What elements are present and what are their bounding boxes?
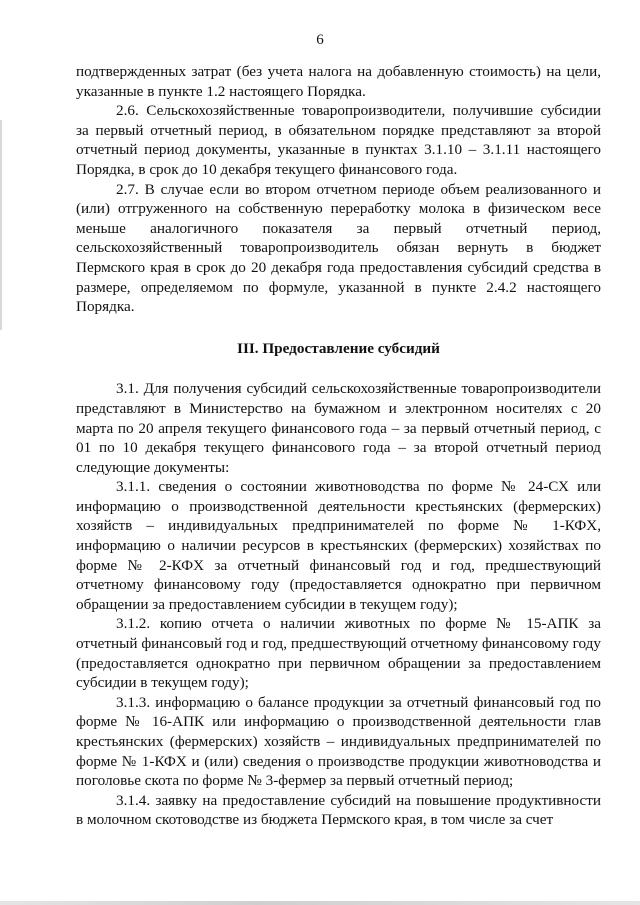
paragraph-3-1: 3.1. Для получения субсидий сельскохозяйственные товаропроизводители представляют в Министерство на бумажном и электронном носителях с 20 марта по 20 апреля текущего финансового года – за первый отчетный период, с 01 по 10 декабря текущего финансового года – за второй отчетный период следующие документы: <box>76 380 601 476</box>
paragraph-3-1-1: 3.1.1. сведения о состоянии животноводства по форме № 24-СХ или информацию о производственной деятельности крестьянских (фермерских) хозяйств – индивидуальных предпринимателей по форме № 1-КФХ, информацию о наличии ресурсов в крестьянских (фермерских) хозяйствах по форме № 2-КФХ за отчетный финансовый год и год, предшествующий отчетному финансовому году (предоставляется однократно при первичном обращении за предоставлением субсидии в текущем году); <box>76 478 601 613</box>
paragraph-2-6: 2.6. Сельскохозяйственные товаропроизводители, получившие субсидии за первый отчетный период, в обязательном порядке представляют за второй отчетный период документы, указанные в пунктах 3.1.10 – 3.1.11 настоящего Порядка, в срок до 10 декабря текущего финансового года. <box>76 102 601 178</box>
scan-edge-mark <box>0 120 2 330</box>
paragraph-3-1-2: 3.1.2. копию отчета о наличии животных по форме № 15-АПК за отчетный финансовый год и год, предшествующий отчетному финансовому году (предоставляется однократно при первичном обращении за предоставлением субсидии в текущем году); <box>76 615 601 692</box>
paragraph-continuation: подтвержденных затрат (без учета налога на добавленную стоимость) на цели, указанные в пункте 1.2 настоящего Порядка. <box>76 63 601 100</box>
document-body <box>76 62 601 830</box>
paragraph-3-1-4: 3.1.4. заявку на предоставление субсидий на повышение продуктивности в молочном скотоводстве из бюджета Пермского края, в том числе за счет <box>76 791 601 829</box>
page-number: 6 <box>316 32 324 48</box>
section-title: III. Предоставление субсидий <box>237 339 440 357</box>
scan-bottom-mark <box>0 901 640 905</box>
paragraph-3-1-3: 3.1.3. информацию о балансе продукции за отчетный финансовый год по форме № 16-АПК или информацию о производственной деятельности глав крестьянских (фермерских) хозяйств – индивидуальных предпринимателей по форме № 1-КФХ и (или) сведения о производстве продукции животноводства и поголовье скота по форме № 3-фермер за первый отчетный период; <box>76 693 601 790</box>
paragraph-2-7: 2.7. В случае если во втором отчетном периоде объем реализованного и (или) отгруженного на собственную переработку молока в физическом весе меньше аналогичного показателя за первый отчетный период, сельскохозяйственный товаропроизводитель обязан вернуть в бюджет Пермского края в срок до 20 декабря года предоставления субсидий средства в размере, определяемом по формуле, указанной в пункте 2.4.2 настоящего Порядка. <box>76 180 601 316</box>
